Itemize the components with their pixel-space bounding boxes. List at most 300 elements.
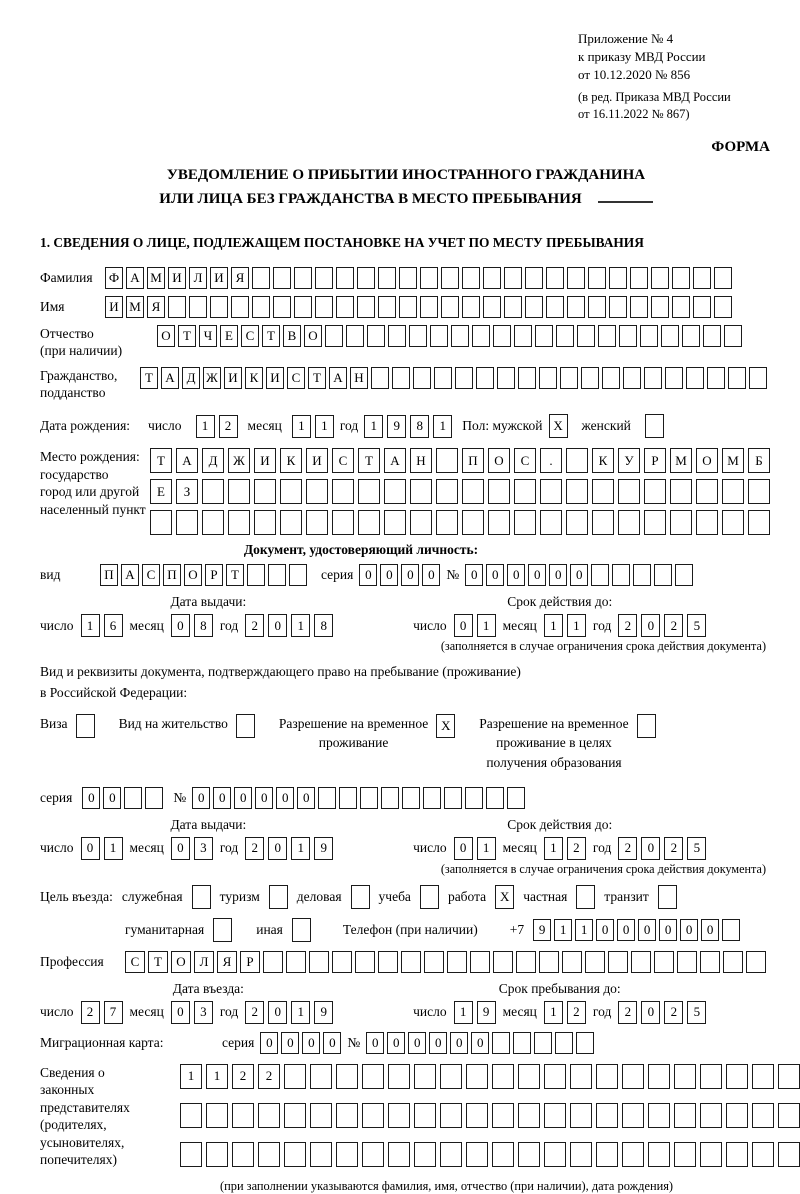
char-cell[interactable]: 5 [687,837,706,860]
char-cell[interactable] [336,1064,358,1089]
char-cell[interactable]: О [304,325,322,347]
char-cell[interactable]: 0 [641,1001,660,1024]
char-cell[interactable] [150,510,172,535]
char-cell[interactable]: 0 [507,564,525,586]
char-cell[interactable] [535,325,553,347]
char-cell[interactable]: 1 [180,1064,202,1089]
char-cell[interactable]: О [171,951,191,973]
char-cell[interactable]: Т [262,325,280,347]
char-cell[interactable] [596,1064,618,1089]
char-cell[interactable] [332,951,352,973]
char-cell[interactable] [504,267,522,289]
char-cell[interactable] [362,1064,384,1089]
char-cell[interactable]: Я [147,296,165,318]
char-cell[interactable] [665,367,683,389]
char-cell[interactable]: 0 [638,919,656,941]
char-cell[interactable] [566,448,588,473]
char-cell[interactable] [213,918,232,942]
char-cell[interactable] [493,325,511,347]
char-cell[interactable] [588,267,606,289]
char-cell[interactable] [514,479,536,504]
char-cell[interactable] [447,951,467,973]
char-cell[interactable]: 0 [81,837,100,860]
char-cell[interactable] [486,787,504,809]
char-cell[interactable]: С [241,325,259,347]
char-cell[interactable]: Р [644,448,666,473]
char-cell[interactable]: С [125,951,145,973]
char-cell[interactable]: Л [189,267,207,289]
char-cell[interactable]: Д [182,367,200,389]
char-cell[interactable]: 2 [567,1001,586,1024]
char-cell[interactable] [388,1103,410,1128]
char-cell[interactable] [440,1064,462,1089]
char-cell[interactable]: 0 [680,919,698,941]
char-cell[interactable] [576,1032,594,1054]
char-cell[interactable]: И [254,448,276,473]
char-cell[interactable] [465,787,483,809]
char-cell[interactable]: С [142,564,160,586]
char-cell[interactable] [420,267,438,289]
char-cell[interactable]: 1 [196,415,215,438]
char-cell[interactable] [592,510,614,535]
char-cell[interactable] [336,1103,358,1128]
char-cell[interactable] [507,787,525,809]
char-cell[interactable]: 0 [268,837,287,860]
char-cell[interactable] [470,951,490,973]
char-cell[interactable] [726,1064,748,1089]
char-cell[interactable] [76,714,95,738]
char-cell[interactable] [748,479,770,504]
char-cell[interactable]: А [384,448,406,473]
char-cell[interactable]: 5 [687,614,706,637]
char-cell[interactable] [622,1103,644,1128]
char-cell[interactable] [644,510,666,535]
char-cell[interactable] [483,296,501,318]
char-cell[interactable]: А [161,367,179,389]
char-cell[interactable]: 1 [544,837,563,860]
char-cell[interactable]: 1 [544,1001,563,1024]
char-cell[interactable]: Е [220,325,238,347]
char-cell[interactable] [518,1103,540,1128]
char-cell[interactable]: 1 [454,1001,473,1024]
char-cell[interactable] [724,325,742,347]
char-cell[interactable] [273,296,291,318]
char-cell[interactable]: 2 [664,1001,683,1024]
char-cell[interactable]: 0 [659,919,677,941]
char-cell[interactable]: С [332,448,354,473]
char-cell[interactable] [516,951,536,973]
char-cell[interactable] [284,1103,306,1128]
char-cell[interactable] [700,1064,722,1089]
char-cell[interactable] [648,1064,670,1089]
char-cell[interactable] [399,267,417,289]
char-cell[interactable]: М [147,267,165,289]
char-cell[interactable]: 0 [255,787,273,809]
char-cell[interactable]: О [696,448,718,473]
char-cell[interactable] [145,787,163,809]
char-cell[interactable] [703,325,721,347]
char-cell[interactable] [424,951,444,973]
char-cell[interactable]: И [168,267,186,289]
char-cell[interactable] [622,1064,644,1089]
char-cell[interactable] [560,367,578,389]
char-cell[interactable] [357,296,375,318]
char-cell[interactable] [778,1064,800,1089]
char-cell[interactable] [367,325,385,347]
char-cell[interactable] [336,296,354,318]
char-cell[interactable] [623,367,641,389]
char-cell[interactable] [714,267,732,289]
char-cell[interactable] [258,1103,280,1128]
char-cell[interactable] [525,267,543,289]
char-cell[interactable]: 0 [450,1032,468,1054]
char-cell[interactable] [675,564,693,586]
char-cell[interactable] [268,564,286,586]
char-cell[interactable]: 1 [315,415,334,438]
char-cell[interactable] [726,1103,748,1128]
char-cell[interactable] [576,885,595,909]
char-cell[interactable] [358,479,380,504]
char-cell[interactable]: Т [358,448,380,473]
char-cell[interactable]: К [280,448,302,473]
char-cell[interactable]: 0 [454,837,473,860]
char-cell[interactable] [592,479,614,504]
char-cell[interactable] [566,479,588,504]
char-cell[interactable] [492,1103,514,1128]
char-cell[interactable] [414,1103,436,1128]
char-cell[interactable] [228,510,250,535]
char-cell[interactable]: 9 [533,919,551,941]
char-cell[interactable]: М [670,448,692,473]
char-cell[interactable] [286,951,306,973]
char-cell[interactable]: 1 [292,415,311,438]
char-cell[interactable] [168,296,186,318]
char-cell[interactable]: П [163,564,181,586]
char-cell[interactable] [351,885,370,909]
char-cell[interactable]: И [306,448,328,473]
char-cell[interactable]: 0 [701,919,719,941]
char-cell[interactable]: 0 [323,1032,341,1054]
char-cell[interactable]: 2 [664,837,683,860]
char-cell[interactable] [176,510,198,535]
char-cell[interactable]: И [210,267,228,289]
char-cell[interactable]: 0 [302,1032,320,1054]
char-cell[interactable] [434,367,452,389]
char-cell[interactable]: 0 [276,787,294,809]
char-cell[interactable] [231,296,249,318]
char-cell[interactable]: X [495,885,514,909]
char-cell[interactable] [534,1032,552,1054]
char-cell[interactable]: 1 [104,837,123,860]
char-cell[interactable]: М [126,296,144,318]
char-cell[interactable]: С [287,367,305,389]
char-cell[interactable]: Д [202,448,224,473]
char-cell[interactable] [722,479,744,504]
char-cell[interactable] [618,479,640,504]
char-cell[interactable] [618,510,640,535]
char-cell[interactable] [202,479,224,504]
char-cell[interactable]: Л [194,951,214,973]
char-cell[interactable] [462,267,480,289]
char-cell[interactable] [124,787,142,809]
char-cell[interactable]: 0 [213,787,231,809]
char-cell[interactable] [612,564,630,586]
char-cell[interactable]: 8 [194,614,213,637]
char-cell[interactable]: Ж [203,367,221,389]
char-cell[interactable]: 0 [454,614,473,637]
char-cell[interactable] [492,1032,510,1054]
char-cell[interactable] [544,1103,566,1128]
char-cell[interactable]: 0 [260,1032,278,1054]
char-cell[interactable] [232,1103,254,1128]
char-cell[interactable] [423,787,441,809]
char-cell[interactable] [441,296,459,318]
char-cell[interactable] [670,510,692,535]
char-cell[interactable] [630,267,648,289]
char-cell[interactable]: 0 [429,1032,447,1054]
char-cell[interactable] [247,564,265,586]
char-cell[interactable] [661,325,679,347]
char-cell[interactable] [388,1064,410,1089]
char-cell[interactable] [451,325,469,347]
char-cell[interactable]: З [176,479,198,504]
char-cell[interactable] [640,325,658,347]
char-cell[interactable]: 2 [618,1001,637,1024]
char-cell[interactable]: Т [308,367,326,389]
char-cell[interactable]: А [176,448,198,473]
char-cell[interactable]: 0 [549,564,567,586]
char-cell[interactable]: Н [410,448,432,473]
char-cell[interactable] [562,951,582,973]
char-cell[interactable] [514,510,536,535]
char-cell[interactable]: 2 [245,837,264,860]
char-cell[interactable] [402,787,420,809]
char-cell[interactable]: А [329,367,347,389]
char-cell[interactable] [707,367,725,389]
char-cell[interactable]: О [488,448,510,473]
char-cell[interactable]: 0 [103,787,121,809]
char-cell[interactable]: 9 [314,837,333,860]
char-cell[interactable] [378,951,398,973]
char-cell[interactable] [633,564,651,586]
char-cell[interactable]: 2 [567,837,586,860]
char-cell[interactable] [696,479,718,504]
char-cell[interactable] [648,1103,670,1128]
char-cell[interactable]: 2 [219,415,238,438]
char-cell[interactable]: 3 [194,837,213,860]
char-cell[interactable]: 7 [104,1001,123,1024]
char-cell[interactable]: 2 [618,614,637,637]
char-cell[interactable] [544,1064,566,1089]
char-cell[interactable]: . [540,448,562,473]
char-cell[interactable] [315,267,333,289]
char-cell[interactable] [206,1103,228,1128]
char-cell[interactable]: Т [178,325,196,347]
char-cell[interactable]: 8 [314,614,333,637]
char-cell[interactable] [644,479,666,504]
char-cell[interactable]: 0 [528,564,546,586]
char-cell[interactable]: 5 [687,1001,706,1024]
char-cell[interactable] [476,367,494,389]
char-cell[interactable]: Н [350,367,368,389]
char-cell[interactable] [539,951,559,973]
char-cell[interactable] [444,787,462,809]
char-cell[interactable] [748,510,770,535]
char-cell[interactable]: 0 [422,564,440,586]
char-cell[interactable]: 0 [641,837,660,860]
char-cell[interactable] [567,296,585,318]
char-cell[interactable] [332,510,354,535]
char-cell[interactable] [630,296,648,318]
char-cell[interactable] [339,787,357,809]
char-cell[interactable]: 0 [486,564,504,586]
char-cell[interactable]: 6 [104,614,123,637]
char-cell[interactable] [752,1103,774,1128]
char-cell[interactable] [252,296,270,318]
char-cell[interactable]: 1 [81,614,100,637]
char-cell[interactable] [746,951,766,973]
char-cell[interactable] [651,296,669,318]
char-cell[interactable] [581,367,599,389]
char-cell[interactable] [210,296,228,318]
char-cell[interactable]: 2 [245,1001,264,1024]
char-cell[interactable] [525,296,543,318]
char-cell[interactable] [252,267,270,289]
char-cell[interactable] [546,296,564,318]
char-cell[interactable] [672,296,690,318]
char-cell[interactable]: Я [231,267,249,289]
char-cell[interactable]: П [462,448,484,473]
char-cell[interactable] [723,951,743,973]
char-cell[interactable] [539,367,557,389]
char-cell[interactable]: А [126,267,144,289]
char-cell[interactable]: 1 [364,415,383,438]
char-cell[interactable]: 0 [268,1001,287,1024]
char-cell[interactable] [346,325,364,347]
char-cell[interactable] [430,325,448,347]
char-cell[interactable]: 1 [575,919,593,941]
char-cell[interactable]: 2 [664,614,683,637]
char-cell[interactable] [778,1103,800,1128]
char-cell[interactable] [651,267,669,289]
char-cell[interactable] [378,296,396,318]
char-cell[interactable] [588,296,606,318]
char-cell[interactable]: 0 [234,787,252,809]
char-cell[interactable]: 1 [477,614,496,637]
char-cell[interactable]: К [245,367,263,389]
char-cell[interactable] [518,1064,540,1089]
char-cell[interactable] [608,951,628,973]
char-cell[interactable]: Т [226,564,244,586]
char-cell[interactable]: 1 [206,1064,228,1089]
char-cell[interactable]: 0 [281,1032,299,1054]
char-cell[interactable] [462,296,480,318]
char-cell[interactable]: 0 [380,564,398,586]
char-cell[interactable] [310,1064,332,1089]
char-cell[interactable]: 0 [171,1001,190,1024]
char-cell[interactable]: 0 [465,564,483,586]
char-cell[interactable] [284,1064,306,1089]
char-cell[interactable]: Т [150,448,172,473]
char-cell[interactable] [700,951,720,973]
char-cell[interactable] [585,951,605,973]
char-cell[interactable] [540,479,562,504]
char-cell[interactable] [318,787,336,809]
char-cell[interactable] [670,479,692,504]
char-cell[interactable]: 0 [387,1032,405,1054]
char-cell[interactable]: 3 [194,1001,213,1024]
char-cell[interactable] [700,1103,722,1128]
char-cell[interactable] [384,479,406,504]
char-cell[interactable] [236,714,255,738]
char-cell[interactable] [310,1103,332,1128]
char-cell[interactable]: Е [150,479,172,504]
char-cell[interactable] [280,479,302,504]
char-cell[interactable] [654,564,672,586]
char-cell[interactable] [392,367,410,389]
char-cell[interactable] [654,951,674,973]
char-cell[interactable]: 1 [554,919,572,941]
char-cell[interactable] [728,367,746,389]
char-cell[interactable] [401,951,421,973]
char-cell[interactable]: 0 [471,1032,489,1054]
char-cell[interactable] [306,479,328,504]
char-cell[interactable] [555,1032,573,1054]
char-cell[interactable] [294,296,312,318]
char-cell[interactable] [315,296,333,318]
char-cell[interactable]: 2 [618,837,637,860]
char-cell[interactable] [644,367,662,389]
char-cell[interactable]: К [592,448,614,473]
char-cell[interactable] [325,325,343,347]
char-cell[interactable] [436,510,458,535]
char-cell[interactable]: 8 [410,415,429,438]
char-cell[interactable] [518,367,536,389]
char-cell[interactable] [609,296,627,318]
char-cell[interactable]: У [618,448,640,473]
char-cell[interactable]: И [105,296,123,318]
char-cell[interactable]: 0 [297,787,315,809]
char-cell[interactable]: 0 [192,787,210,809]
char-cell[interactable]: 1 [291,837,310,860]
char-cell[interactable] [436,448,458,473]
char-cell[interactable]: Ж [228,448,250,473]
char-cell[interactable]: 1 [544,614,563,637]
char-cell[interactable]: 9 [387,415,406,438]
char-cell[interactable]: В [283,325,301,347]
char-cell[interactable] [280,510,302,535]
char-cell[interactable] [556,325,574,347]
char-cell[interactable] [336,267,354,289]
char-cell[interactable] [420,885,439,909]
char-cell[interactable] [472,325,490,347]
char-cell[interactable] [306,510,328,535]
char-cell[interactable] [677,951,697,973]
char-cell[interactable] [504,296,522,318]
char-cell[interactable] [254,479,276,504]
char-cell[interactable]: 0 [596,919,614,941]
char-cell[interactable] [371,367,389,389]
char-cell[interactable] [609,267,627,289]
char-cell[interactable]: X [549,414,568,438]
char-cell[interactable] [378,267,396,289]
char-cell[interactable] [619,325,637,347]
char-cell[interactable] [355,951,375,973]
char-cell[interactable]: А [121,564,139,586]
char-cell[interactable] [493,951,513,973]
char-cell[interactable] [289,564,307,586]
char-cell[interactable] [492,1064,514,1089]
